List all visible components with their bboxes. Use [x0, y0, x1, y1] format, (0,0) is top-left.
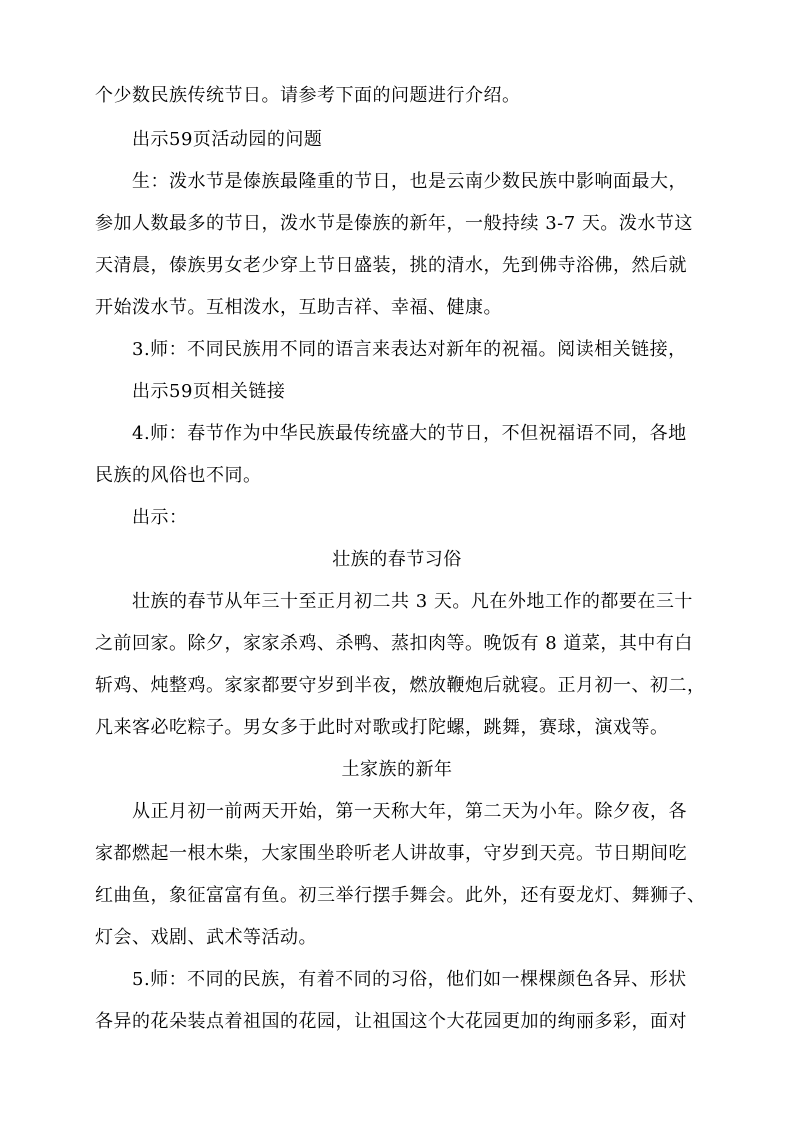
paragraph-line: 出示59页活动园的问题 [132, 129, 323, 150]
paragraph-line: 凡来客必吃粽子。男女多于此时对歌或打陀螺，跳舞，赛球，演戏等。 [95, 717, 669, 738]
paragraph-line: 家都燃起一根木柴，大家围坐聆听老人讲故事，守岁到天亮。节日期间吃 [95, 843, 687, 864]
section-heading: 土家族的新年 [341, 759, 453, 780]
paragraph-line: 出示59页相关链接 [132, 381, 286, 402]
paragraph-line: 天清晨，傣族男女老少穿上节日盛装，挑的清水，先到佛寺浴佛，然后就 [95, 255, 687, 276]
paragraph-line: 5.师：不同的民族，有着不同的习俗，他们如一棵棵颜色各异、形状 [132, 969, 687, 990]
paragraph-line: 灯会、戏剧、武术等活动。 [95, 927, 317, 948]
paragraph-line: 民族的风俗也不同。 [95, 465, 262, 486]
paragraph-line: 之前回家。除夕，家家杀鸡、杀鸭、蒸扣肉等。晚饭有 8 道菜，其中有白 [95, 633, 693, 654]
paragraph-line: 从正月初一前两天开始，第一天称大年，第二天为小年。除夕夜，各 [132, 801, 687, 822]
paragraph-line: 壮族的春节从年三十至正月初二共 3 天。凡在外地工作的都要在三十 [132, 591, 693, 612]
paragraph-line: 生：泼水节是傣族最隆重的节日，也是云南少数民族中影响面最大， [132, 171, 687, 192]
paragraph-line: 斩鸡、炖整鸡。家家都要守岁到半夜，燃放鞭炮后就寝。正月初一、初二， [95, 675, 706, 696]
paragraph-line: 3.师：不同民族用不同的语言来表达对新年的祝福。阅读相关链接， [132, 339, 687, 360]
paragraph-line: 各异的花朵装点着祖国的花园，让祖国这个大花园更加的绚丽多彩，面对 [95, 1011, 687, 1032]
paragraph-line: 出示： [132, 507, 188, 528]
paragraph-line: 4.师：春节作为中华民族最传统盛大的节日，不但祝福语不同，各地 [132, 423, 687, 444]
paragraph-line: 参加人数最多的节日，泼水节是傣族的新年，一般持续 3-7 天。泼水节这 [95, 213, 693, 234]
paragraph-line: 个少数民族传统节日。请参考下面的问题进行介绍。 [95, 85, 521, 106]
section-heading: 壮族的春节习俗 [332, 549, 462, 570]
paragraph-line: 红曲鱼，象征富富有鱼。初三举行摆手舞会。此外，还有耍龙灯、舞狮子、 [95, 885, 706, 906]
paragraph-line: 开始泼水节。互相泼水，互助吉祥、幸福、健康。 [95, 297, 502, 318]
